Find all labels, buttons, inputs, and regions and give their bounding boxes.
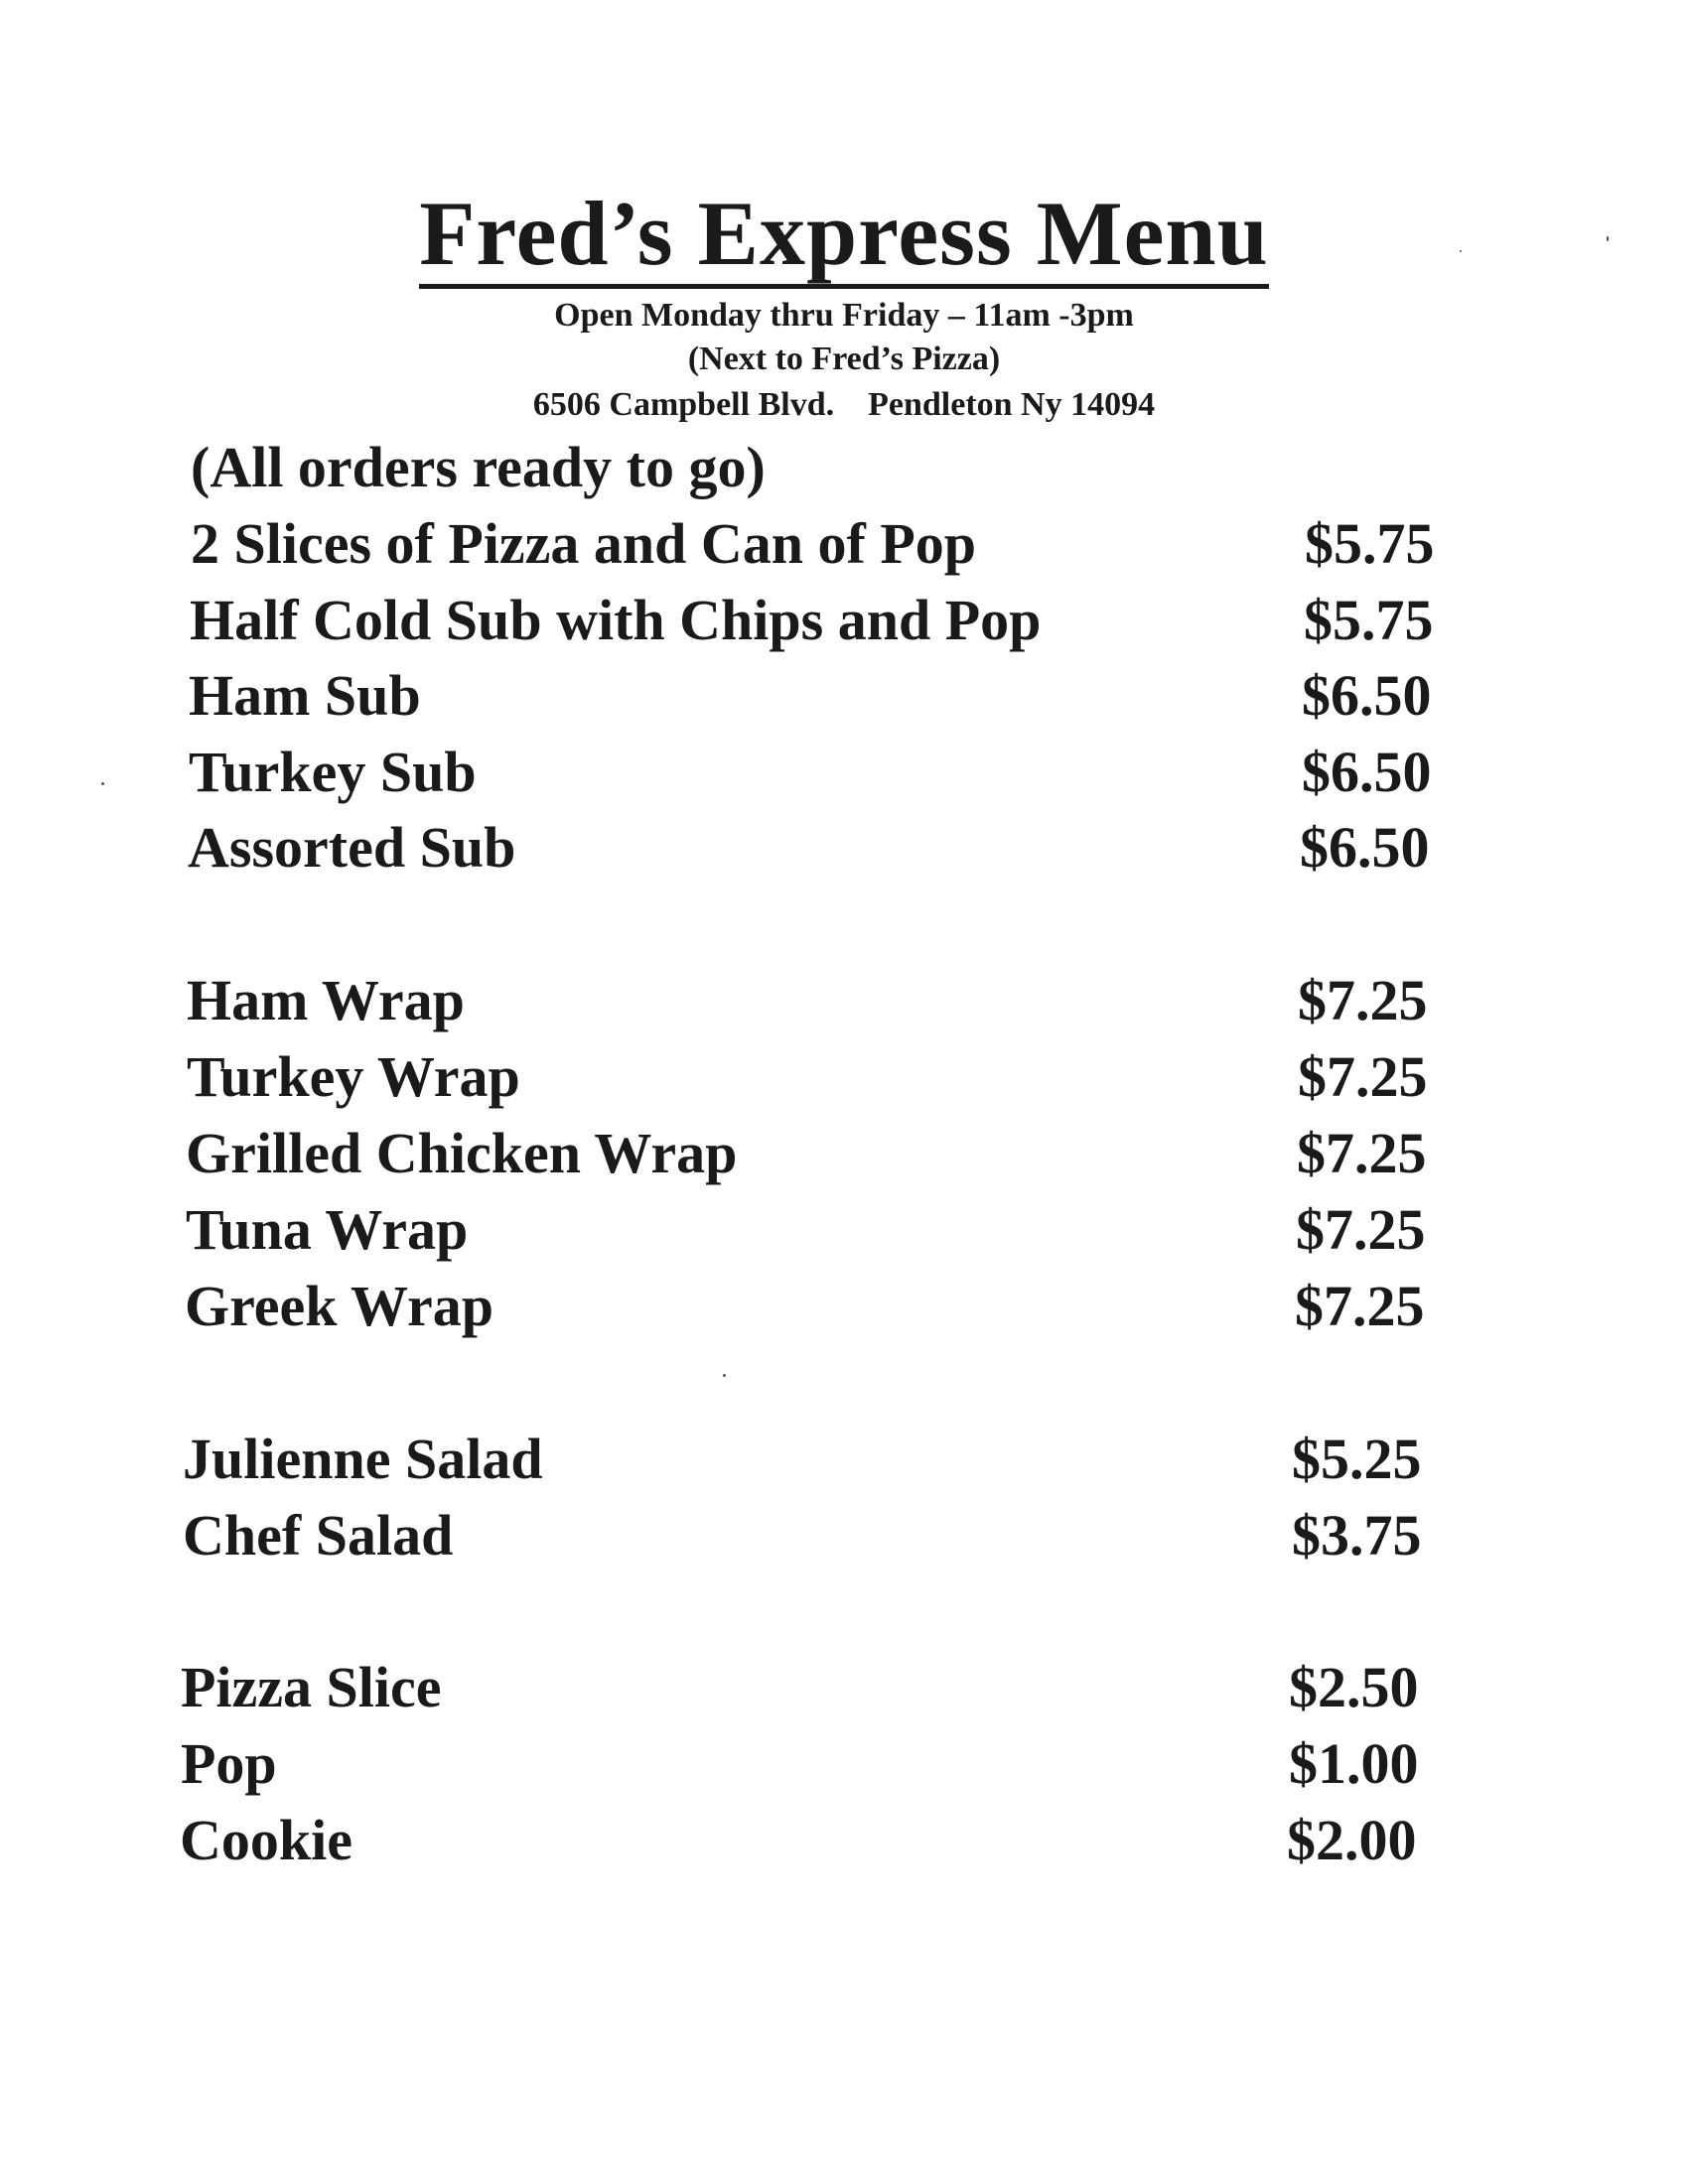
menu-item-price: $7.25 [1298, 1044, 1428, 1109]
menu-item-price: $2.00 [1287, 1808, 1417, 1872]
scan-speck [1607, 236, 1609, 241]
menu-item [183, 1501, 1474, 1570]
menu-item-name: Grilled Chicken Wrap [186, 1121, 738, 1185]
menu-item [191, 509, 1481, 579]
page-title [0, 184, 1688, 283]
scan-speck [101, 782, 104, 785]
menu-item [180, 1806, 1471, 1875]
menu-item-name: Greek Wrap [185, 1274, 493, 1338]
hours-line: Open Monday thru Friday – 11am -3pm [554, 297, 1134, 334]
menu-item-name: Cookie [180, 1808, 352, 1872]
menu-item-name: Pizza Slice [181, 1655, 442, 1719]
menu-item [189, 738, 1479, 807]
menu-item-price: $5.25 [1292, 1427, 1422, 1491]
menu-item-price: $7.25 [1298, 968, 1428, 1032]
scan-speck [1460, 250, 1462, 252]
menu-item-name: Ham Wrap [187, 968, 465, 1032]
menu-item [190, 586, 1480, 655]
menu-item-name: 2 Slices of Pizza and Can of Pop [191, 511, 977, 576]
menu-item [186, 1195, 1477, 1265]
menu-item-price: $6.50 [1302, 663, 1432, 728]
menu-item-price: $6.50 [1302, 740, 1432, 804]
menu-item-name: Tuna Wrap [186, 1197, 469, 1262]
menu-item [189, 661, 1479, 731]
menu-item [181, 1729, 1472, 1799]
menu-item-name: Half Cold Sub with Chips and Pop [190, 588, 1042, 652]
menu-item-name: Turkey Sub [189, 740, 477, 804]
menu-item-name: Assorted Sub [188, 815, 516, 880]
menu-item-name: Chef Salad [183, 1503, 454, 1568]
menu-item-name: Julienne Salad [183, 1427, 543, 1491]
menu-item-price: $3.75 [1292, 1503, 1422, 1568]
menu-item-name: Turkey Wrap [187, 1044, 520, 1109]
menu-item [187, 966, 1477, 1035]
menu-item-price: $7.25 [1296, 1197, 1426, 1262]
menu-item-price: $7.25 [1295, 1274, 1425, 1338]
menu-item [186, 1119, 1477, 1188]
menu-item-price: $2.50 [1289, 1655, 1419, 1719]
address-line: 6506 Campbell Blvd. Pendleton Ny 14094 [532, 386, 1156, 423]
menu-item [183, 1425, 1474, 1494]
menu-item [181, 1653, 1472, 1722]
menu-item [188, 813, 1478, 883]
menu-item-price: $7.25 [1297, 1121, 1427, 1185]
menu-item-name: Ham Sub [189, 663, 421, 728]
menu-item-name: Pop [181, 1731, 277, 1796]
page-title-text: Fred’s Express Menu [419, 183, 1269, 289]
menu-item [187, 1042, 1477, 1112]
orders-notice: (All orders ready to go) [191, 435, 766, 499]
menu-item-price: $1.00 [1289, 1731, 1419, 1796]
menu-item-price: $5.75 [1304, 588, 1434, 652]
scan-speck [723, 1374, 726, 1377]
menu-item [185, 1272, 1476, 1341]
menu-item-price: $5.75 [1305, 511, 1435, 576]
location-note: (Next to Fred’s Pizza) [687, 341, 1001, 377]
menu-item-price: $6.50 [1300, 815, 1430, 880]
